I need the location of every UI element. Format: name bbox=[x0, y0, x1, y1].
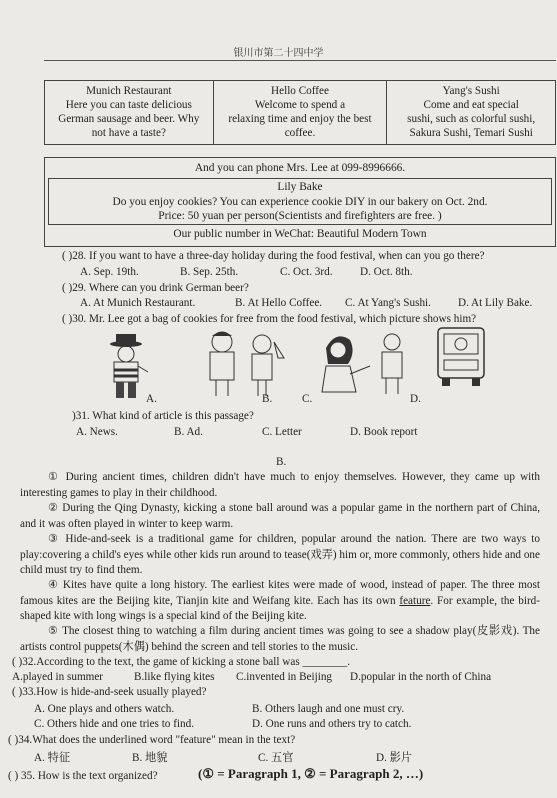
q32-option-a: A.played in summer bbox=[12, 671, 104, 683]
q34-option-c: C. 五官 bbox=[258, 752, 294, 764]
q32-option-c: C.invented in Beijing bbox=[236, 671, 333, 683]
q34-option-d: D. 影片 bbox=[376, 752, 413, 764]
contact-box bbox=[44, 157, 556, 247]
restaurant-text-line: relaxing time and enjoy the best bbox=[228, 113, 372, 125]
restaurant-munich bbox=[45, 81, 214, 145]
q30-label-a: A. bbox=[146, 393, 157, 405]
q29-option-c: C. At Yang's Sushi. bbox=[345, 297, 431, 309]
question-33: ( )33.How is hide-and-seek usually played? bbox=[12, 686, 207, 698]
q32-option-d: D.popular in the north of China bbox=[350, 671, 492, 683]
q30-label-b: B. bbox=[262, 393, 273, 405]
restaurant-table bbox=[44, 80, 556, 145]
lily-bake-box bbox=[48, 178, 552, 225]
section-b-heading: B. bbox=[276, 456, 287, 468]
paragraph-5: ⑤ The closest thing to watching a film during ancient times was going to see a shadow play(皮影戏). The artists control puppets(木偶) behind the screen and tell stories to the music. bbox=[20, 625, 540, 653]
restaurant-name: Yang's Sushi bbox=[442, 85, 500, 97]
underlined-word-feature: feature bbox=[399, 594, 431, 607]
restaurant-text-line: sushi, such as colorful sushi, bbox=[407, 113, 536, 125]
picture-a-firefighter bbox=[100, 332, 150, 400]
restaurant-text-line: coffee. bbox=[284, 127, 316, 139]
q28-option-b: B. Sep. 25th. bbox=[180, 266, 239, 278]
question-32: ( )32.According to the text, the game of kicking a stone ball was ________. bbox=[12, 656, 351, 668]
q29-option-a: A. At Munich Restaurant. bbox=[80, 297, 196, 309]
school-header: 银川市第二十四中学 bbox=[233, 48, 324, 59]
picture-d-bus bbox=[436, 326, 488, 388]
q33-option-d: D. One runs and others try to catch. bbox=[252, 718, 412, 730]
bake-line-1: Do you enjoy cookies? You can experience cookie DIY in our bakery on Oct. 2nd. bbox=[112, 195, 488, 208]
restaurant-hello-coffee bbox=[213, 81, 387, 145]
q32-option-b: B.like flying kites bbox=[134, 671, 215, 683]
paragraph-3: ③ Hide-and-seek is a traditional game for children, popular around the nation. There are two ways to play:covering a child's eyes while other kids run around to tease(戏弄) him or, more commonly, others hide and one child must try to find them. bbox=[20, 533, 540, 576]
picture-b-scientists bbox=[200, 328, 290, 400]
restaurant-text-line: Welcome to spend a bbox=[254, 99, 346, 111]
q29-option-d: D. At Lily Bake. bbox=[458, 297, 533, 309]
phone-line: And you can phone Mrs. Lee at 099-8996666. bbox=[194, 162, 406, 174]
restaurant-yangs-sushi bbox=[387, 81, 556, 145]
wechat-line: Our public number in WeChat: Beautiful Modern Town bbox=[173, 228, 427, 240]
bake-name: Lily Bake bbox=[277, 181, 323, 193]
q28-option-a: A. Sep. 19th. bbox=[80, 266, 139, 278]
q31-option-b: B. Ad. bbox=[174, 426, 203, 438]
paragraph-1: ① During ancient times, children didn't have much to enjoy themselves. However, they came up with interesting games to play in their childhood. bbox=[20, 471, 540, 499]
q31-option-c: C. Letter bbox=[262, 426, 302, 438]
picture-c-teachers bbox=[320, 330, 410, 400]
paragraph-2: ② During the Qing Dynasty, kicking a stone ball around was a popular game in the northern part of China, and it was often played in winter to keep warm. bbox=[20, 502, 540, 530]
question-34: ( )34.What does the underlined word "feature" mean in the text? bbox=[8, 734, 296, 746]
header-rule bbox=[44, 60, 556, 61]
restaurant-name: Hello Coffee bbox=[271, 85, 329, 97]
paragraph-4: ④ Kites have quite a long history. The earliest kites were made of wood, instead of paper. The three most famous kites are the Beijing kite, Tianjin kite and Weifang kite. Each has its own feature. For example, the bird-shaped kite with long wings is a special kind of the Beijing kite. bbox=[20, 579, 540, 622]
restaurant-text-line: German sausage and beer. Why bbox=[58, 113, 200, 125]
q33-option-c: C. Others hide and one tries to find. bbox=[34, 718, 195, 730]
question-31: )31. What kind of article is this passage? bbox=[72, 410, 254, 422]
q33-option-a: A. One plays and others watch. bbox=[34, 703, 175, 715]
q30-label-c: C. bbox=[302, 393, 313, 405]
q31-option-d: D. Book report bbox=[350, 426, 418, 438]
question-29: ( )29. Where can you drink German beer? bbox=[62, 282, 249, 294]
question-30: ( )30. Mr. Lee got a bag of cookies for free from the food festival, which picture shows him? bbox=[62, 313, 477, 325]
q29-option-b: B. At Hello Coffee. bbox=[235, 297, 323, 309]
question-28: ( )28. If you want to have a three-day holiday during the food festival, when can you go there? bbox=[62, 250, 485, 262]
restaurant-text-line: Here you can taste delicious bbox=[65, 99, 192, 111]
q33-option-b: B. Others laugh and one must cry. bbox=[252, 703, 405, 715]
q34-option-a: A. 特征 bbox=[34, 752, 71, 764]
q28-option-d: D. Oct. 8th. bbox=[360, 266, 413, 278]
restaurant-text-line: Come and eat special bbox=[423, 99, 519, 111]
q31-option-a: A. News. bbox=[76, 426, 118, 438]
question-35: ( ) 35. How is the text organized? bbox=[8, 770, 158, 782]
restaurant-text-line: not have a taste? bbox=[91, 127, 166, 139]
bake-line-2: Price: 50 yuan per person(Scientists and firefighters are free. ) bbox=[158, 210, 442, 222]
restaurant-text-line: Sakura Sushi, Temari Sushi bbox=[409, 127, 533, 139]
q28-option-c: C. Oct. 3rd. bbox=[280, 266, 333, 278]
q30-label-d: D. bbox=[410, 393, 421, 405]
q35-note: (① = Paragraph 1, ② = Paragraph 2, …) bbox=[198, 766, 424, 781]
restaurant-name: Munich Restaurant bbox=[86, 85, 172, 97]
q34-option-b: B. 地貌 bbox=[132, 752, 168, 764]
